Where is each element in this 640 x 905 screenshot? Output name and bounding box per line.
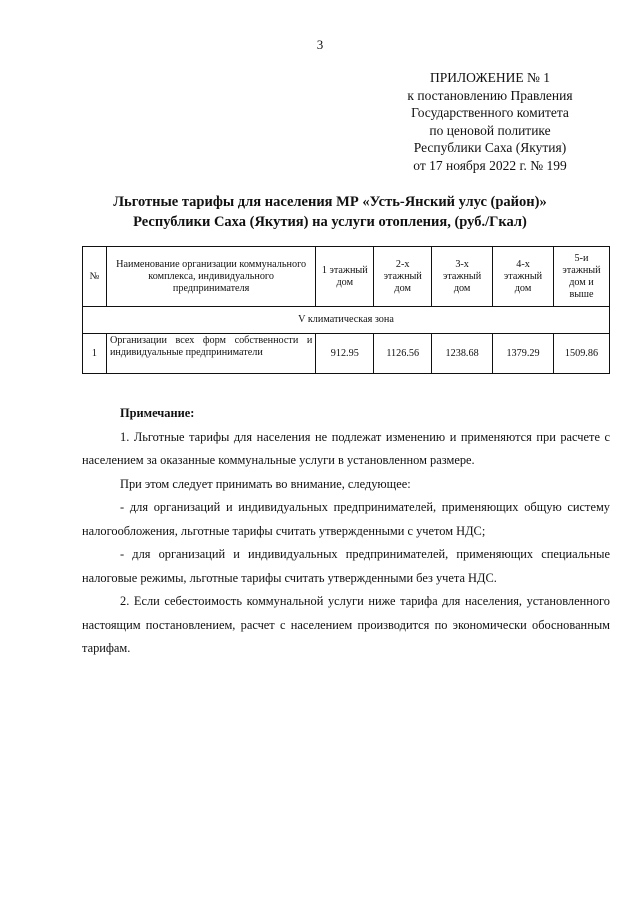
header-5-floor: 5-и этажный дом и выше bbox=[553, 247, 609, 307]
row-number: 1 bbox=[83, 334, 107, 374]
header-2-floor: 2-х этажный дом bbox=[374, 247, 432, 307]
tariff-5-floor: 1509.86 bbox=[553, 334, 609, 374]
note-paragraph-3: - для организаций и индивидуальных предпринимателей, применяющих общую систему налогообложения, льготные тарифы считать утвержденными с учетом НДС; bbox=[82, 500, 610, 538]
appendix-line-3: Государственного комитета bbox=[411, 105, 569, 121]
header-number: № bbox=[83, 247, 107, 307]
note-paragraph-4: - для организаций и индивидуальных предпринимателей, применяющих специальные налоговые режимы, льготные тарифы считать утвержденными без учета НДС. bbox=[82, 547, 610, 585]
tariff-4-floor: 1379.29 bbox=[493, 334, 554, 374]
title-line-1: Льготные тарифы для населения МР «Усть-Янский улус (район)» bbox=[113, 194, 547, 210]
header-1-floor: 1 этажный дом bbox=[316, 247, 374, 307]
title-line-2: Республики Саха (Якутия) на услуги отопления, (руб./Гкал) bbox=[133, 214, 527, 230]
table-row bbox=[83, 334, 610, 374]
climate-zone-label: V климатическая зона bbox=[83, 307, 610, 334]
header-organization: Наименование организации коммунального комплекса, индивидуального предпринимателя bbox=[106, 247, 315, 307]
appendix-line-5: Республики Саха (Якутия) bbox=[413, 140, 567, 156]
row-organization: Организации всех форм собственности и индивидуальные предприниматели bbox=[106, 334, 315, 374]
note-paragraph-1: 1. Льготные тарифы для населения не подлежат изменению и применяются при расчете с населением за оказанные коммунальные услуги в установленном размере. bbox=[82, 429, 610, 467]
document-title bbox=[80, 192, 580, 232]
notes-section bbox=[82, 402, 610, 661]
tariff-1-floor: 912.95 bbox=[316, 334, 374, 374]
tariff-3-floor: 1238.68 bbox=[432, 334, 493, 374]
climate-zone-row bbox=[83, 307, 610, 334]
page-number: 3 bbox=[316, 37, 324, 52]
table-header-row bbox=[83, 247, 610, 307]
note-paragraph-2: При этом следует принимать во внимание, следующее: bbox=[120, 476, 411, 491]
header-3-floor: 3-х этажный дом bbox=[432, 247, 493, 307]
header-4-floor: 4-х этажный дом bbox=[493, 247, 554, 307]
note-paragraph-5: 2. Если себестоимость коммунальной услуги ниже тарифа для населения, установленного настоящим постановлением, расчет с населением производится по экономически обоснованным тарифам. bbox=[82, 594, 610, 655]
appendix-line-4: по ценовой политике bbox=[429, 122, 551, 138]
appendix-line-6: от 17 ноября 2022 г. № 199 bbox=[413, 157, 567, 173]
tariff-2-floor: 1126.56 bbox=[374, 334, 432, 374]
appendix-line-1: ПРИЛОЖЕНИЕ № 1 bbox=[429, 70, 551, 85]
notes-title: Примечание: bbox=[120, 406, 195, 420]
tariff-table bbox=[82, 246, 610, 374]
appendix-header bbox=[380, 69, 600, 175]
appendix-line-2: к постановлению Правления bbox=[407, 87, 573, 103]
